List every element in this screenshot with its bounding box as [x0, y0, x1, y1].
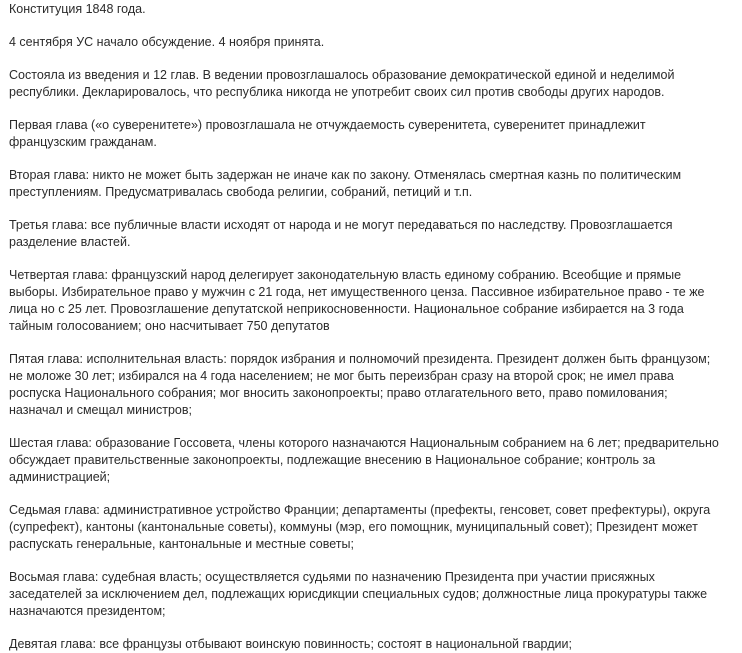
paragraph-dates: 4 сентября УС начало обсуждение. 4 ноября принята. — [9, 35, 325, 49]
paragraph-chapter-3: Третья глава: все публичные власти исходят от народа и не могут передаваться по наследству. Провозглашается разделение властей. — [9, 218, 673, 249]
paragraph-chapter-5: Пятая глава: исполнительная власть: порядок избрания и полномочий президента. Президент должен быть французом; не моложе 30 лет; избирался на 4 года населением; не мог быть переизбран сразу на второй срок; не имел права роспуска Национального собрания; мог вносить законопроекты; право отлагательного вето, право помилования; назначал и смещал министров; — [9, 352, 711, 417]
paragraph-chapter-4: Четвертая глава: французский народ делегирует законодательную власть единому собранию. Всеобщие и прямые выборы. Избирательное право у мужчин с 21 года, нет имущественного ценза. Пассивное избирательное право - те же лица но с 25 лет. Провозглашение депутатской неприкосновенности. Национальное собрание избирается на 3 года тайным голосованием; оно насчитывает 750 депутатов — [9, 268, 705, 333]
paragraph-chapter-1: Первая глава («о суверенитете») провозглашала не отчуждаемость суверенитета, суверенитет принадлежит французским гражданам. — [9, 118, 646, 149]
paragraph-chapter-7: Седьмая глава: административное устройство Франции; департаменты (префекты, генсовет, совет префектуры), округа (супрефект), кантоны (кантональные советы), коммуны (мэр, его помощник, муниципальный совет); Президент может распускать генеральные, кантональные и местные советы; — [9, 503, 711, 551]
document-title: Конституция 1848 года. — [9, 2, 146, 16]
paragraph-chapter-6: Шестая глава: образование Госсовета, члены которого назначаются Национальным собранием на 6 лет; предварительно обсуждает правительственные законопроекты, подлежащие внесению в Национальное собрание; контроль за администрацией; — [9, 436, 719, 484]
document-body — [0, 1, 742, 651]
paragraph-chapter-9: Девятая глава: все французы отбывают воинскую повинность; состоят в национальной гвардии; — [9, 637, 572, 651]
paragraph-chapter-2: Вторая глава: никто не может быть задержан не иначе как по закону. Отменялась смертная казнь по политическим преступлениям. Предусматривалась свобода религии, собраний, петиций и т.п. — [9, 168, 682, 199]
paragraph-structure: Состояла из введения и 12 глав. В ведении провозглашалось образование демократической единой и неделимой республики. Декларировалось, что республика никогда не употребит своих сил против свободы других народов. — [9, 68, 675, 99]
paragraph-chapter-8: Восьмая глава: судебная власть; осуществляется судьями по назначению Президента при участии присяжных заседателей за исключением дел, подлежащих юрисдикции специальных судов; должностные лица прокуратуры также назначаются президентом; — [9, 570, 708, 618]
